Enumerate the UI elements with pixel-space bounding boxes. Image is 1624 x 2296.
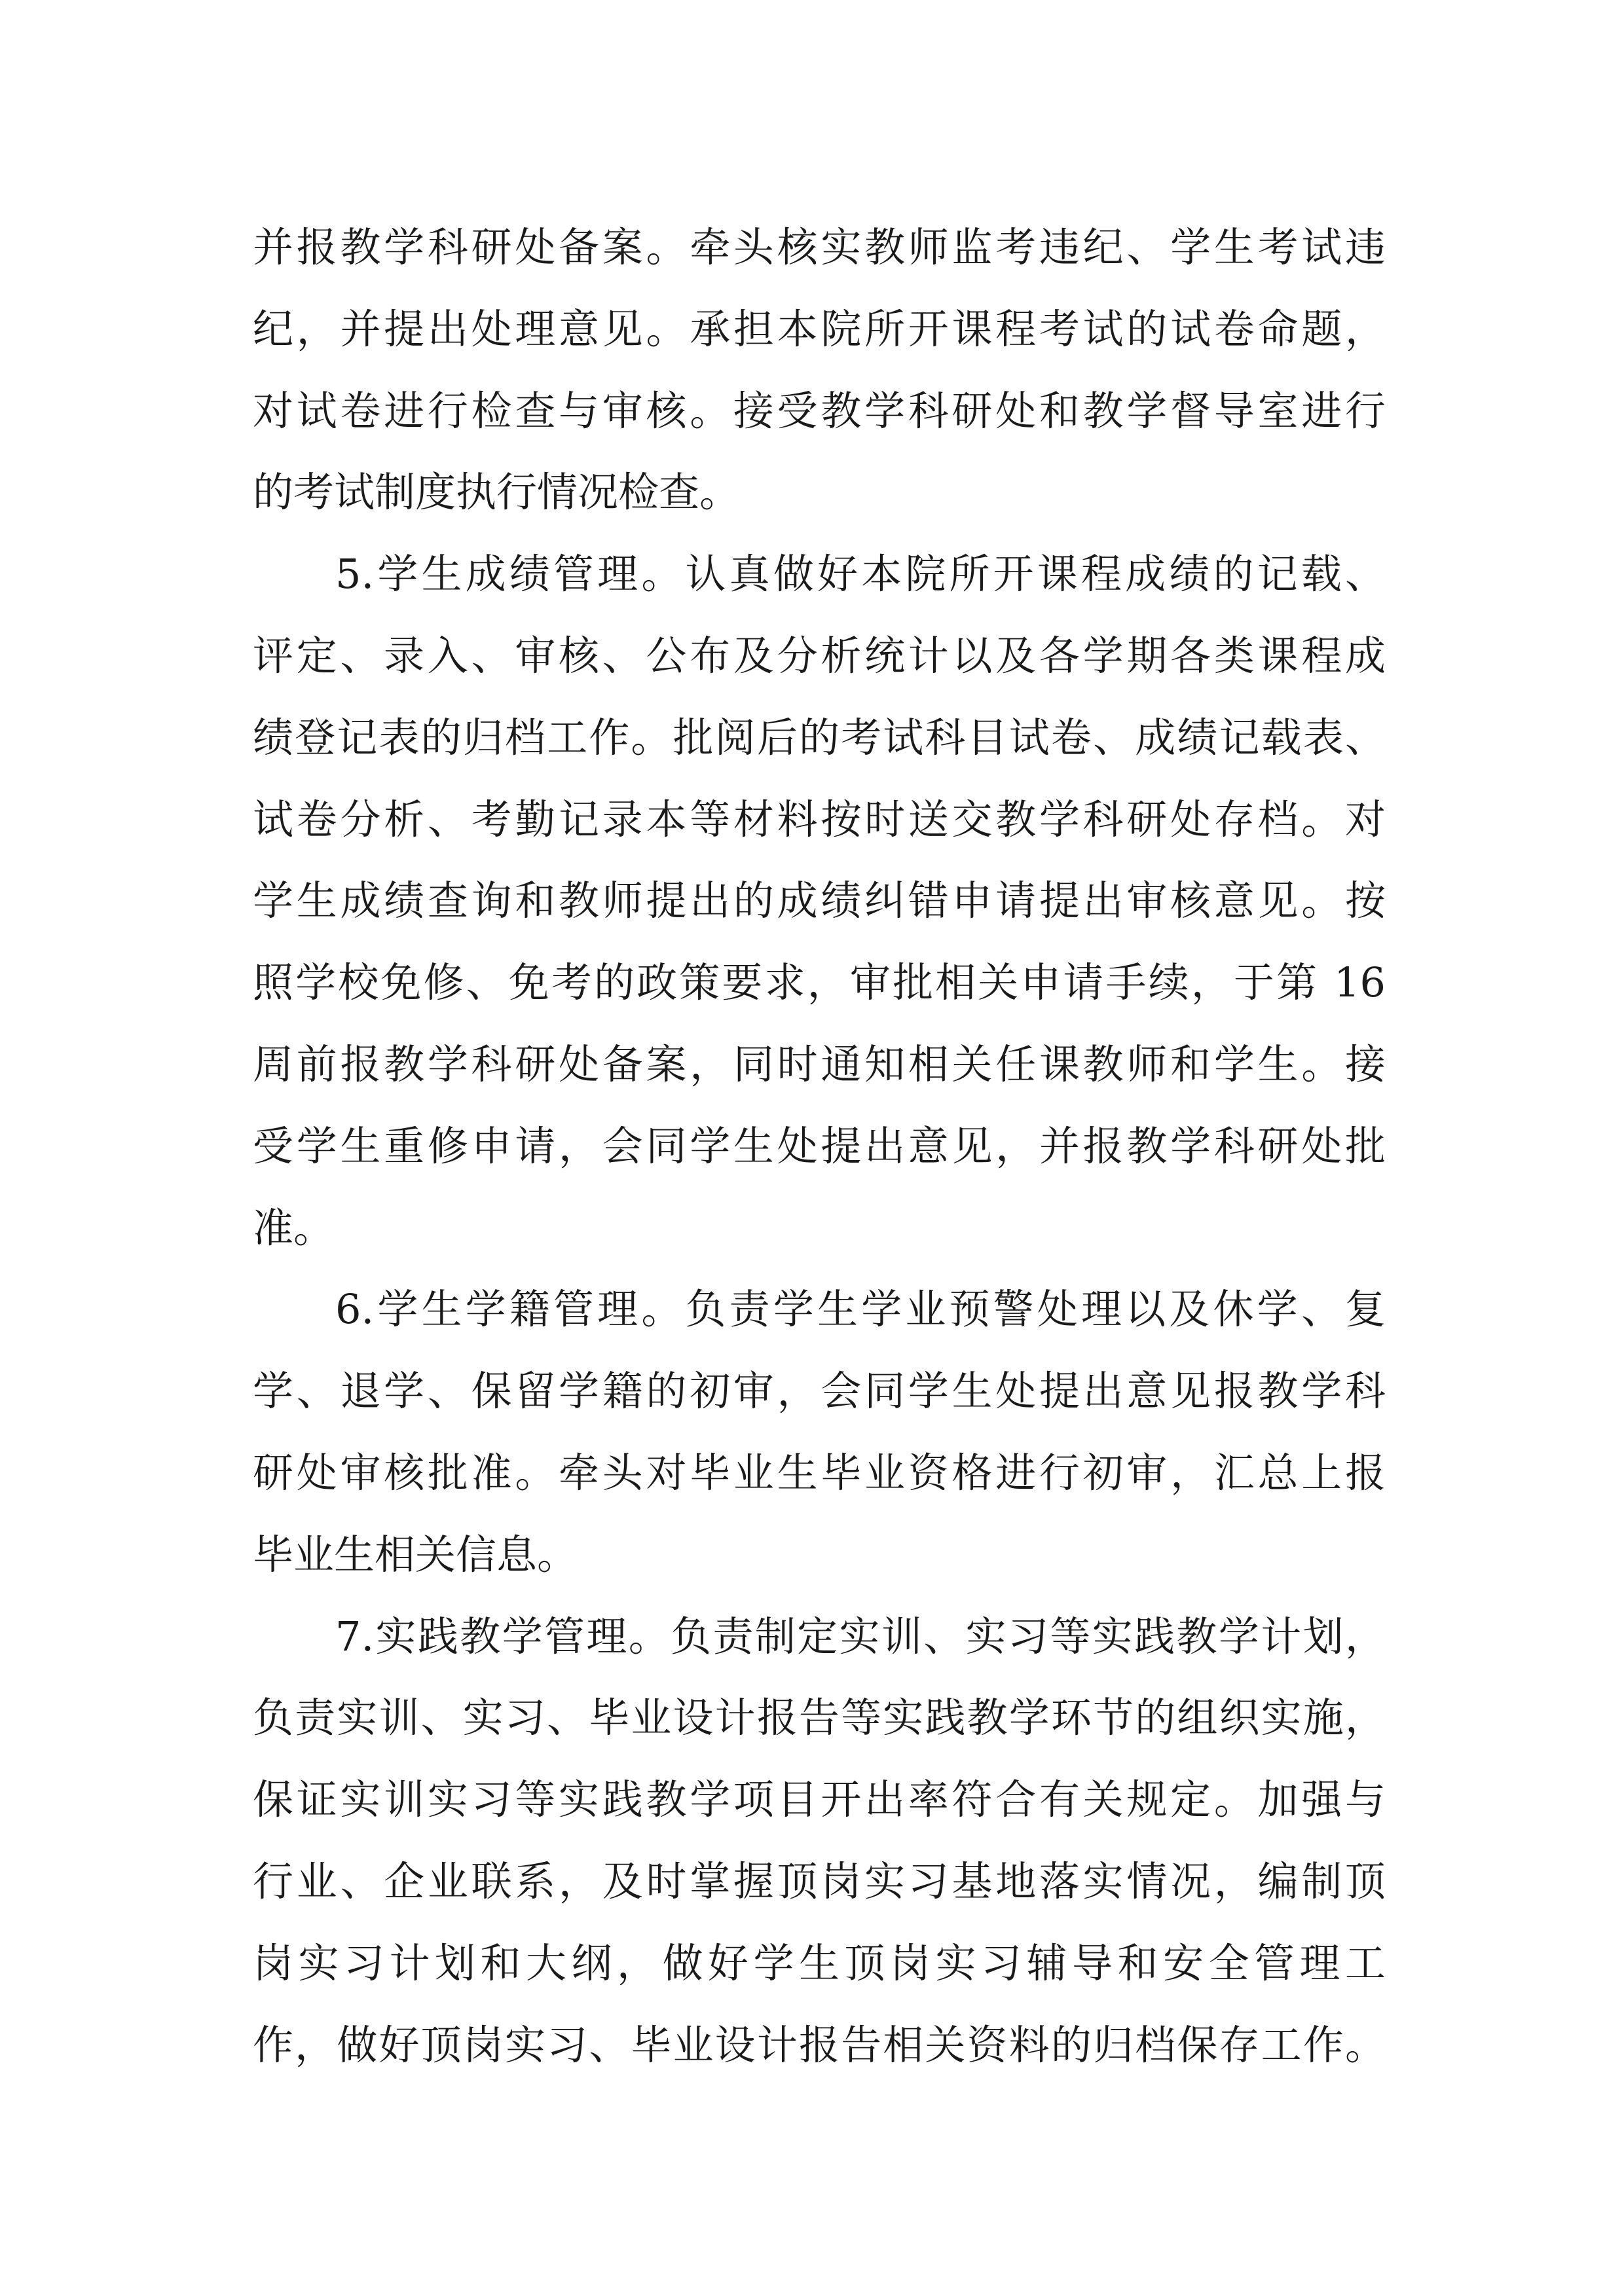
paragraph-enrollment-management — [253, 1269, 1386, 1595]
text-line: 学生成绩查询和教师提出的成绩纠错申请提出审核意见。按 — [253, 877, 1386, 925]
text-line: 纪，并提出处理意见。承担本院所开课程考试的试卷命题， — [253, 304, 1386, 353]
text-line: 绩登记表的归档工作。批阅后的考试科目试卷、成绩记载表、 — [253, 713, 1386, 761]
text-line: 作，做好顶岗实习、毕业设计报告相关资料的归档保存工作。 — [253, 2020, 1386, 2069]
text-line: 行业、企业联系，及时掌握顶岗实习基地落实情况，编制顶 — [253, 1857, 1386, 1905]
paragraph-exam-continuation — [253, 207, 1386, 534]
text-line: 岗实习计划和大纲，做好学生顶岗实习辅导和安全管理工 — [253, 1939, 1386, 1987]
text-line: 研处审核批准。牵头对毕业生毕业资格进行初审，汇总上报 — [253, 1448, 1386, 1497]
text-line: 照学校免修、免考的政策要求，审批相关申请手续，于第 16 — [253, 958, 1386, 1007]
text-line: 的考试制度执行情况检查。 — [253, 468, 741, 517]
paragraph-grade-management — [253, 534, 1386, 1269]
text-line: 准。 — [253, 1203, 335, 1252]
text-line: 评定、录入、审核、公布及分析统计以及各学期各类课程成 — [253, 631, 1386, 680]
text-line: 负责实训、实习、毕业设计报告等实践教学环节的组织实施， — [253, 1694, 1386, 1742]
text-line: 保证实训实习等实践教学项目开出率符合有关规定。加强与 — [253, 1776, 1386, 1824]
text-line: 毕业生相关信息。 — [253, 1530, 578, 1578]
document-body — [253, 207, 1386, 2086]
text-line: 6.学生学籍管理。负责学生学业预警处理以及休学、复 — [335, 1285, 1386, 1334]
text-line: 并报教学科研处备案。牵头核实教师监考违纪、学生考试违 — [253, 223, 1386, 271]
text-line: 受学生重修申请，会同学生处提出意见，并报教学科研处批 — [253, 1121, 1386, 1170]
text-line: 对试卷进行检查与审核。接受教学科研处和教学督导室进行 — [253, 386, 1386, 435]
paragraph-practice-teaching — [253, 1596, 1386, 2086]
text-line: 7.实践教学管理。负责制定实训、实习等实践教学计划， — [335, 1612, 1386, 1660]
text-line: 5.学生成绩管理。认真做好本院所开课程成绩的记载、 — [335, 550, 1386, 598]
text-line: 试卷分析、考勤记录本等材料按时送交教学科研处存档。对 — [253, 795, 1386, 843]
text-line: 周前报教学科研处备案，同时通知相关任课教师和学生。接 — [253, 1040, 1386, 1088]
text-line: 学、退学、保留学籍的初审，会同学生处提出意见报教学科 — [253, 1367, 1386, 1415]
